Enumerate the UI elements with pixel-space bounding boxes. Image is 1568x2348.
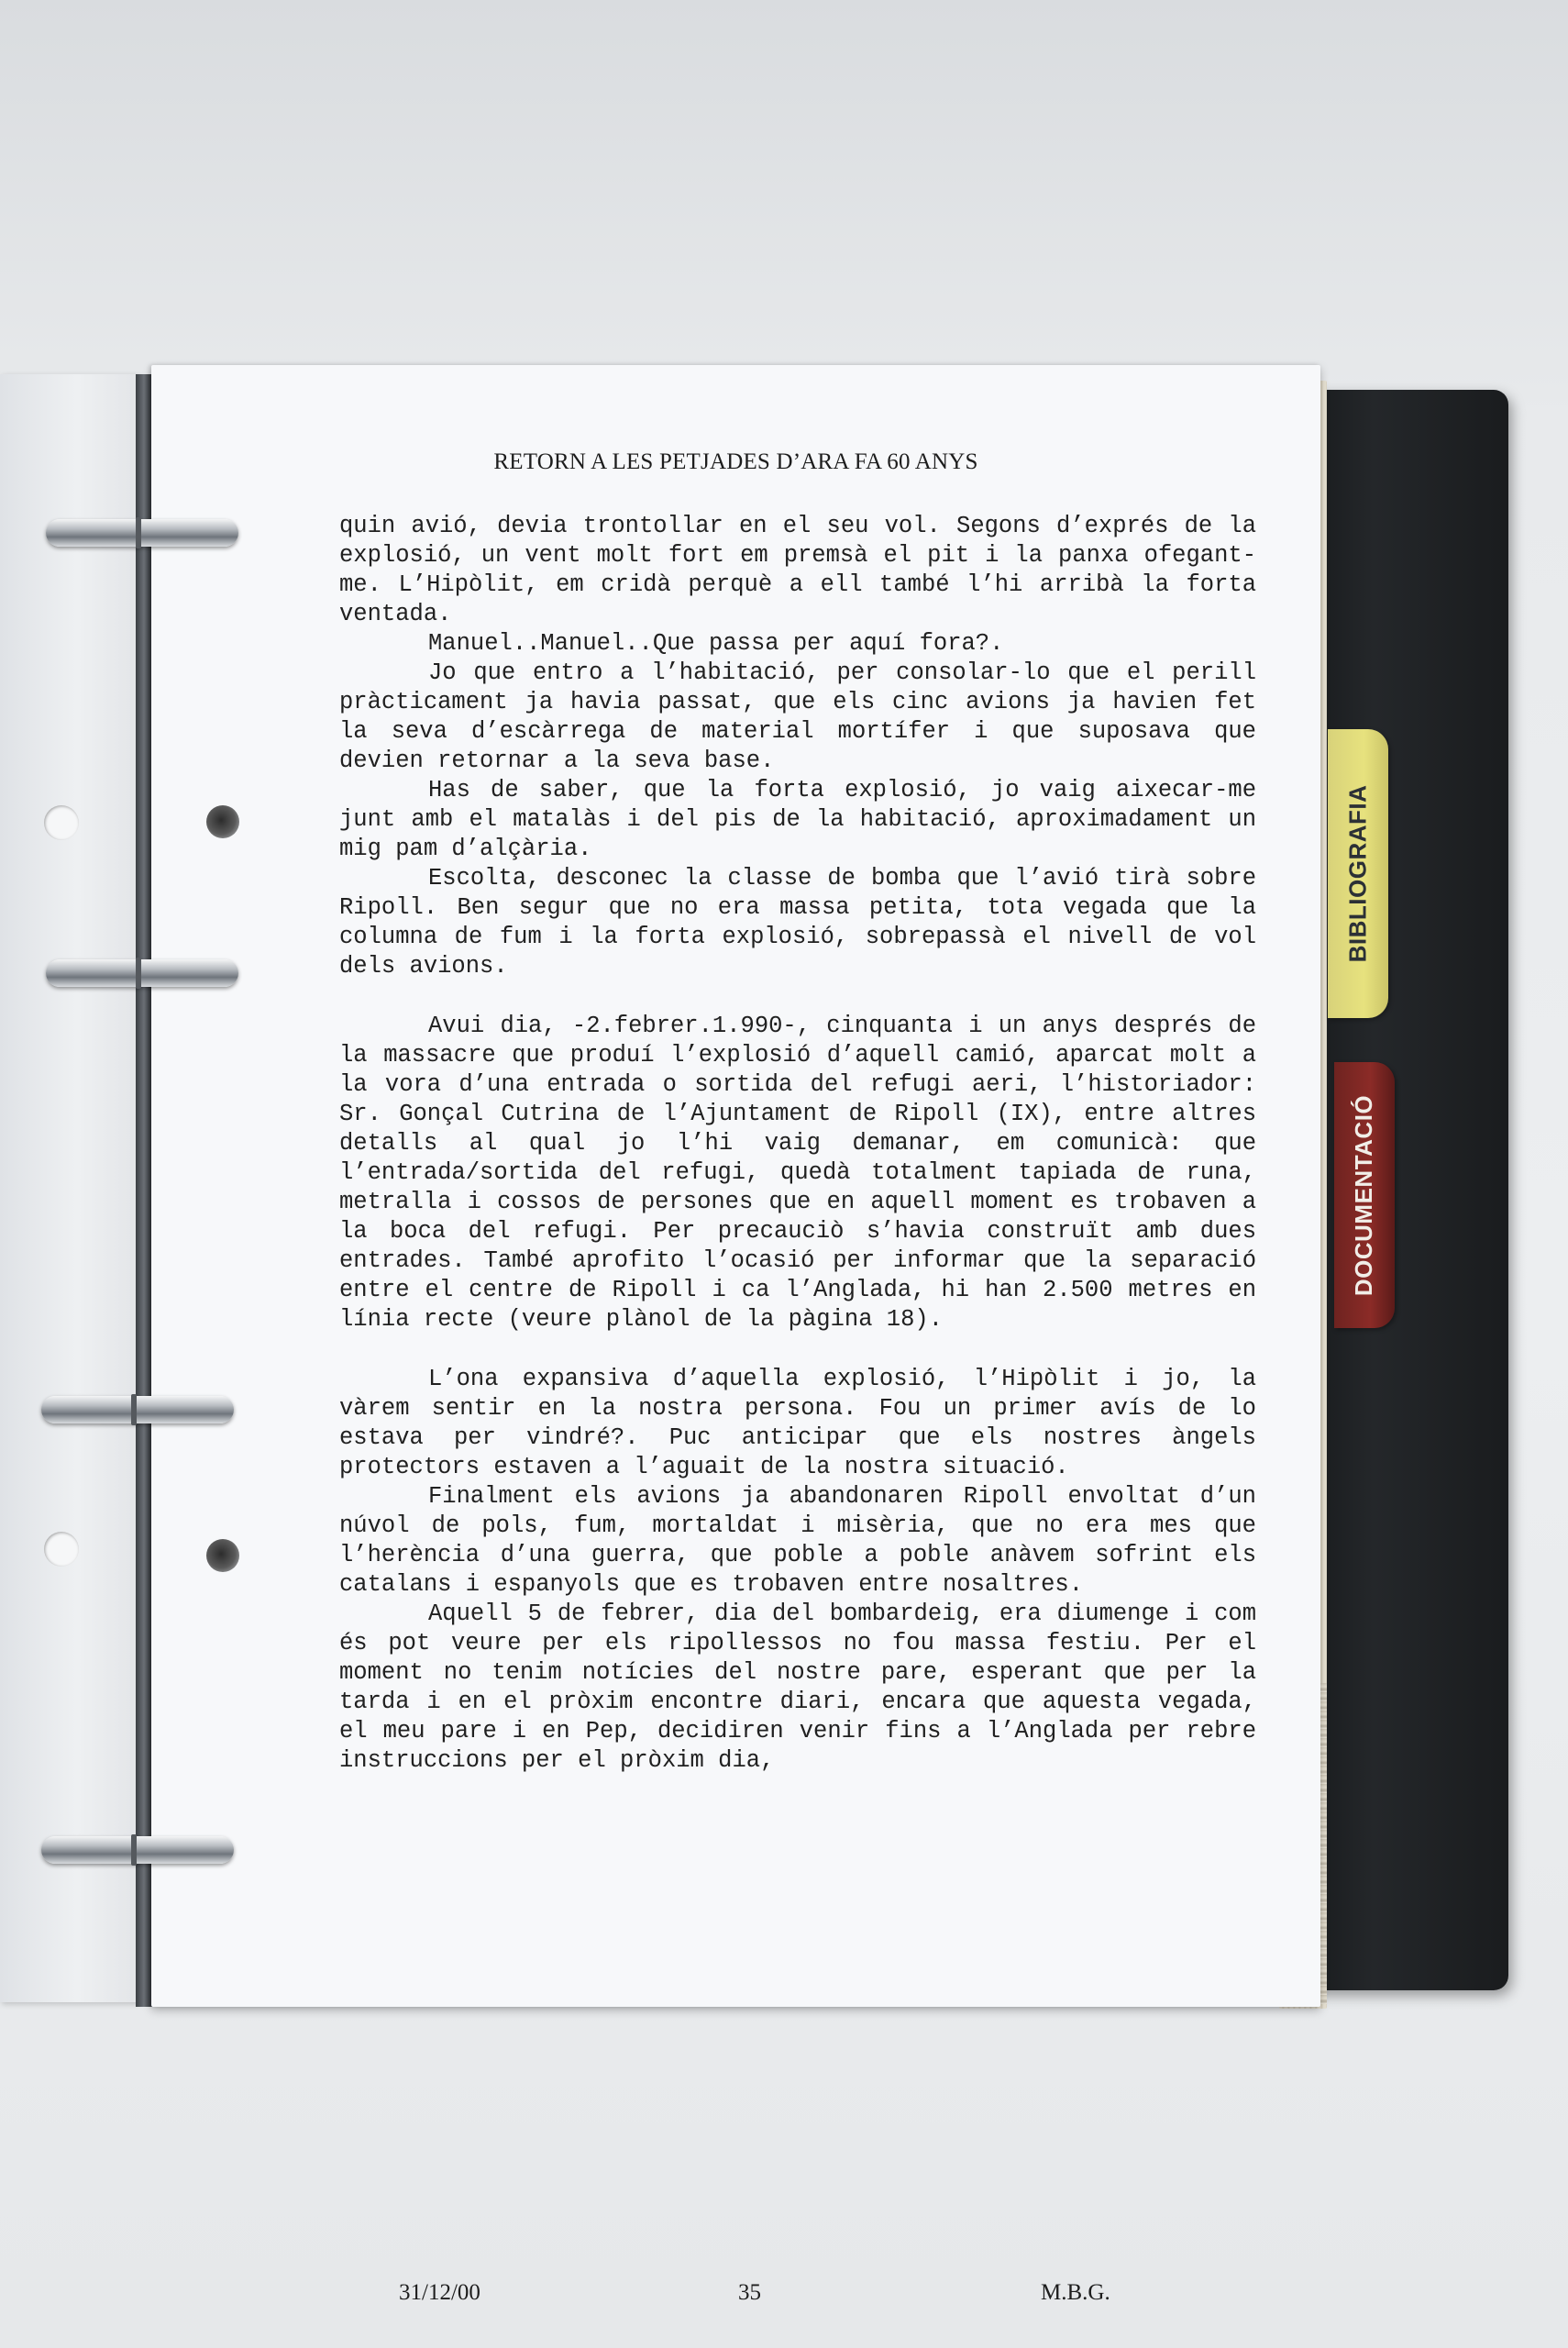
ring-band <box>46 959 238 987</box>
binder-ring <box>41 1396 234 1423</box>
punch-hole <box>44 1532 79 1567</box>
ring-seam <box>131 1394 137 1425</box>
paragraph-gap <box>339 981 1256 1012</box>
paragraph: Aquell 5 de febrer, dia del bombardeig, era diumenge i com és pot veure per els ripollessos no fou massa festiu. Per el moment no tenim notícies del nostre pare, esperant que per la tarda i en el pròxim encontre diari, encara que aquesta vegada, el meu pare i en Pep, decidiren venir fins a l’Anglada per rebre instruccions per el pròxim dia, <box>339 1600 1256 1774</box>
tab-divider-bibliografia[interactable] <box>1328 729 1388 1018</box>
ring-band <box>46 519 238 547</box>
binder-ring <box>46 519 238 547</box>
footer-page-number: 35 <box>738 2280 761 2305</box>
ring-band <box>41 1836 234 1864</box>
tab-label-documentacio: DOCUMENTACIÓ <box>1350 1094 1378 1296</box>
paragraph: L’ona expansiva d’aquella explosió, l’Hipòlit i jo, la vàrem sentir en la nostra persona. Fou un primer avís de lo estava per vindré?. Puc anticipar que els nostres àngels protectors estaven a l’aguait de la nostra situació. <box>339 1366 1256 1480</box>
page-title: RETORN A LES PETJADES D’ARA FA 60 ANYS <box>493 449 978 474</box>
binder-spine <box>136 374 152 2007</box>
binder-ring <box>41 1836 234 1864</box>
punch-hole <box>206 805 239 838</box>
paragraph: Avui dia, -2.febrer.1.990-, cinquanta i un anys després de la massacre que produí l’explosió d’aquell camió, aparcat molt a la vora d’una entrada o sortida del refugi aeri, l’historiador: Sr. Gonçal Cutrina de l’Ajuntament de Ripoll (IX), entre altres detalls al qual jo l’hi vaig demanar, em comunicà: que l’entrada/sortida del refugi, quedà totalment tapiada de runa, metralla i cossos de persones que en aquell moment es trobaven a la boca del refugi. Per precauciò s’havia construït amb dues entrades. També aprofito l’ocasió per informar que la separació entre el centre de Ripoll i ca l’Anglada, hi han 2.500 metres en línia recte (veure plànol de la pàgina 18). <box>339 1013 1256 1333</box>
left-facing-page <box>0 374 139 2002</box>
paragraph-gap <box>339 1335 1256 1365</box>
paragraph: Finalment els avions ja abandonaren Ripoll envoltat d’un núvol de pols, fum, mortaldat i misèria, que no era mes que l’herència d’una guerra, que poble a poble anàvem sofrint els catalans i espanyols que es trobaven entre nosaltres. <box>339 1483 1256 1598</box>
paragraph: quin avió, devia trontollar en el seu vol. Segons d’exprés de la explosió, un vent molt fort em premsà el pit i la panxa ofegant-me. L’Hipòlit, em cridà perquè a ell també l’hi arribà la forta ventada. <box>339 513 1256 627</box>
binder-ring <box>46 959 238 987</box>
punch-hole <box>206 1539 239 1572</box>
paragraph: Escolta, desconec la classe de bomba que l’avió tirà sobre Ripoll. Ben segur que no era massa petita, tota vegada que la columna de fum i la forta explosió, sobrepassà el nivell de vol dels avions. <box>339 865 1256 980</box>
body-text <box>339 512 1256 1776</box>
paragraph: Manuel..Manuel..Que passa per aquí fora?. <box>428 630 1004 657</box>
punch-hole <box>44 805 79 840</box>
document-page <box>151 365 1320 2305</box>
tab-label-bibliografia: BIBLIOGRAFIA <box>1343 784 1372 963</box>
tab-divider-documentacio[interactable] <box>1334 1062 1395 1328</box>
paragraph: Has de saber, que la forta explosió, jo vaig aixecar-me junt amb el matalàs i del pis de la habitació, aproximadament un mig pam d’alçària. <box>339 777 1256 862</box>
ring-seam <box>136 958 141 989</box>
footer-date: 31/12/00 <box>399 2280 480 2305</box>
paragraph: Jo que entro a l’habitació, per consolar-lo que el perill pràcticament ja havia passat, que els cinc avions ja havien fet la seva d’escàrrega de material mortífer i que suposava que devien retornar a la seva base. <box>339 659 1256 774</box>
ring-seam <box>136 517 141 548</box>
footer-initials: M.B.G. <box>1041 2280 1110 2305</box>
ring-seam <box>131 1834 137 1866</box>
ring-band <box>41 1396 234 1423</box>
